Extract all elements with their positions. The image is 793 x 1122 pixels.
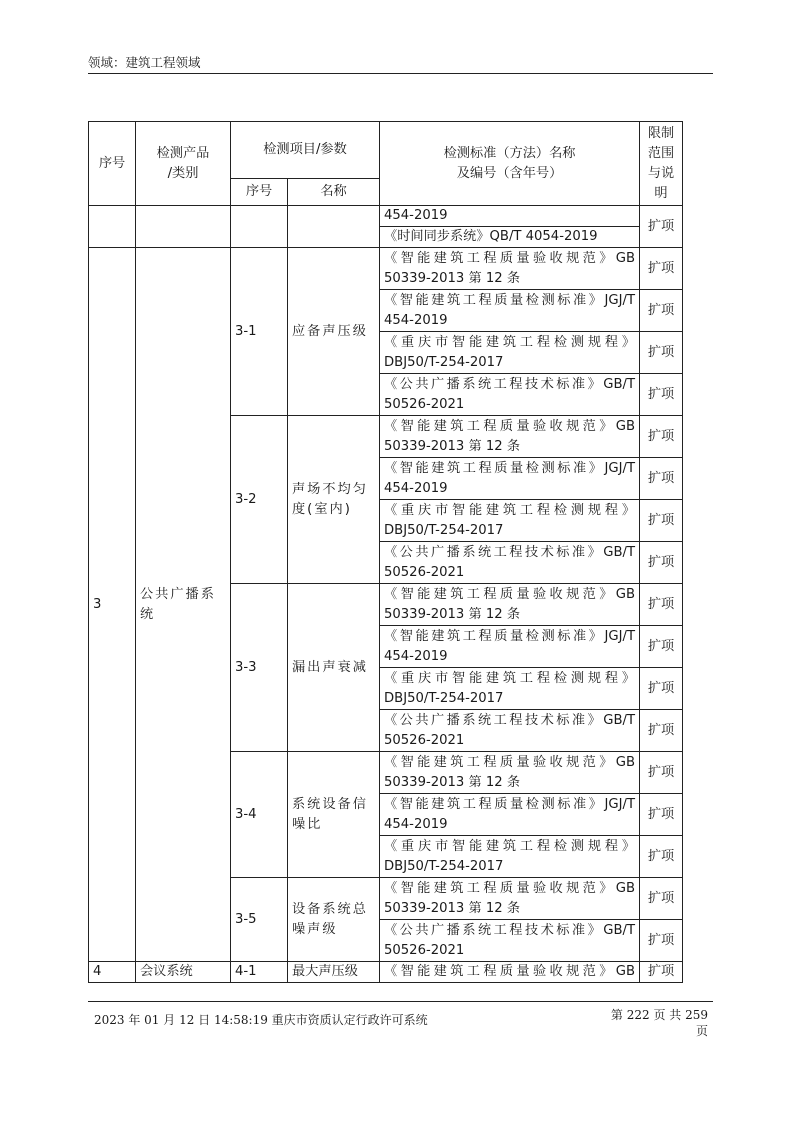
footer-timestamp: 2023 年 01 月 12 日 14:58:19 重庆市资质认定行政许可系统: [94, 1013, 428, 1027]
standard-cell: 《智能建筑工程质量检测标准》JGJ/T 454-2019: [380, 458, 640, 500]
standard-cell: 《智能建筑工程质量检测标准》JGJ/T 454-2019: [380, 794, 640, 836]
row4-item-seq: 4-1: [231, 962, 288, 983]
standard-cell: 454-2019: [380, 206, 640, 227]
standard-cell: 《公共广播系统工程技术标准》GB/T 50526-2021: [380, 920, 640, 962]
limit-cell: 扩项: [640, 836, 683, 878]
table-row: [89, 248, 683, 290]
header-limit: 限制范围 与说明: [640, 122, 683, 206]
limit-cell: 扩项: [640, 794, 683, 836]
item-name: 漏出声衰减: [288, 584, 380, 752]
limit-cell: 扩项: [640, 332, 683, 374]
standard-cell: 《智能建筑工程质量验收规范》GB 50339-2013 第 12 条: [380, 584, 640, 626]
page-header: [88, 55, 713, 74]
item-seq: 3-3: [231, 584, 288, 752]
item-name: 应备声压级: [288, 248, 380, 416]
limit-cell: 扩项: [640, 542, 683, 584]
standard-cell: 《重庆市智能建筑工程检测规程》 DBJ50/T-254-2017: [380, 500, 640, 542]
item-name: 设备系统总噪声级: [288, 878, 380, 962]
limit-cell: 扩项: [640, 668, 683, 710]
standard-cell: 《智能建筑工程质量验收规范》GB 50339-2013 第 12 条: [380, 248, 640, 290]
cont-item-seq-cell: [231, 206, 288, 248]
header-standard: 检测标准（方法）名称 及编号（含年号）: [380, 122, 640, 206]
header-seq: 序号: [89, 122, 136, 206]
item-seq: 3-5: [231, 878, 288, 962]
limit-cell: 扩项: [640, 500, 683, 542]
inspection-standards-table: [88, 121, 683, 983]
limit-cell: 扩项: [640, 374, 683, 416]
footer-rule: [88, 1001, 713, 1002]
footer-page-number: 第 222 页 共 259 页: [610, 1008, 708, 1038]
item-name: 系统设备信噪比: [288, 752, 380, 878]
limit-cell: 扩项: [640, 584, 683, 626]
standard-cell: 《重庆市智能建筑工程检测规程》 DBJ50/T-254-2017: [380, 836, 640, 878]
limit-cell: 扩项: [640, 248, 683, 290]
standard-cell: 《智能建筑工程质量验收规范》GB: [380, 962, 640, 983]
standard-cell: 《重庆市智能建筑工程检测规程》 DBJ50/T-254-2017: [380, 332, 640, 374]
cont-product-cell: [136, 206, 231, 248]
limit-cell: 扩项: [640, 878, 683, 920]
standard-cell: 《智能建筑工程质量验收规范》GB 50339-2013 第 12 条: [380, 752, 640, 794]
header-item-seq: 序号: [231, 179, 288, 206]
limit-cell: 扩项: [640, 416, 683, 458]
item-seq: 3-2: [231, 416, 288, 584]
item-name: 声场不均匀度(室内): [288, 416, 380, 584]
limit-cell: 扩项: [640, 752, 683, 794]
limit-cell: 扩项: [640, 710, 683, 752]
standard-cell: 《重庆市智能建筑工程检测规程》 DBJ50/T-254-2017: [380, 668, 640, 710]
row3-seq: 3: [89, 248, 136, 962]
row4-seq: 4: [89, 962, 136, 983]
standard-cell: 《智能建筑工程质量检测标准》JGJ/T 454-2019: [380, 290, 640, 332]
header-product-category: 检测产品 /类别: [136, 122, 231, 206]
row3-product: 公共广播系统: [136, 248, 231, 962]
header-test-item: 检测项目/参数: [231, 122, 380, 179]
cont-item-name-cell: [288, 206, 380, 248]
limit-cell: 扩项: [640, 206, 683, 248]
limit-cell: 扩项: [640, 920, 683, 962]
limit-cell: 扩项: [640, 458, 683, 500]
row4-product: 会议系统: [136, 962, 231, 983]
standard-cell: 《智能建筑工程质量检测标准》JGJ/T 454-2019: [380, 626, 640, 668]
standard-cell: 《智能建筑工程质量验收规范》GB 50339-2013 第 12 条: [380, 878, 640, 920]
header-domain-label: 领域：建筑工程领域: [88, 55, 201, 70]
limit-cell: 扩项: [640, 626, 683, 668]
standard-cell: 《公共广播系统工程技术标准》GB/T 50526-2021: [380, 710, 640, 752]
standard-cell: 《公共广播系统工程技术标准》GB/T 50526-2021: [380, 542, 640, 584]
item-seq: 3-1: [231, 248, 288, 416]
standard-cell: 《公共广播系统工程技术标准》GB/T 50526-2021: [380, 374, 640, 416]
limit-cell: 扩项: [640, 290, 683, 332]
cont-seq-cell: [89, 206, 136, 248]
standard-cell: 《时间同步系统》QB/T 4054-2019: [380, 227, 640, 248]
row4-item-name: 最大声压级: [288, 962, 380, 983]
item-seq: 3-4: [231, 752, 288, 878]
table-row: [89, 962, 683, 983]
header-item-name: 名称: [288, 179, 380, 206]
limit-cell: 扩项: [640, 962, 683, 983]
standard-cell: 《智能建筑工程质量验收规范》GB 50339-2013 第 12 条: [380, 416, 640, 458]
